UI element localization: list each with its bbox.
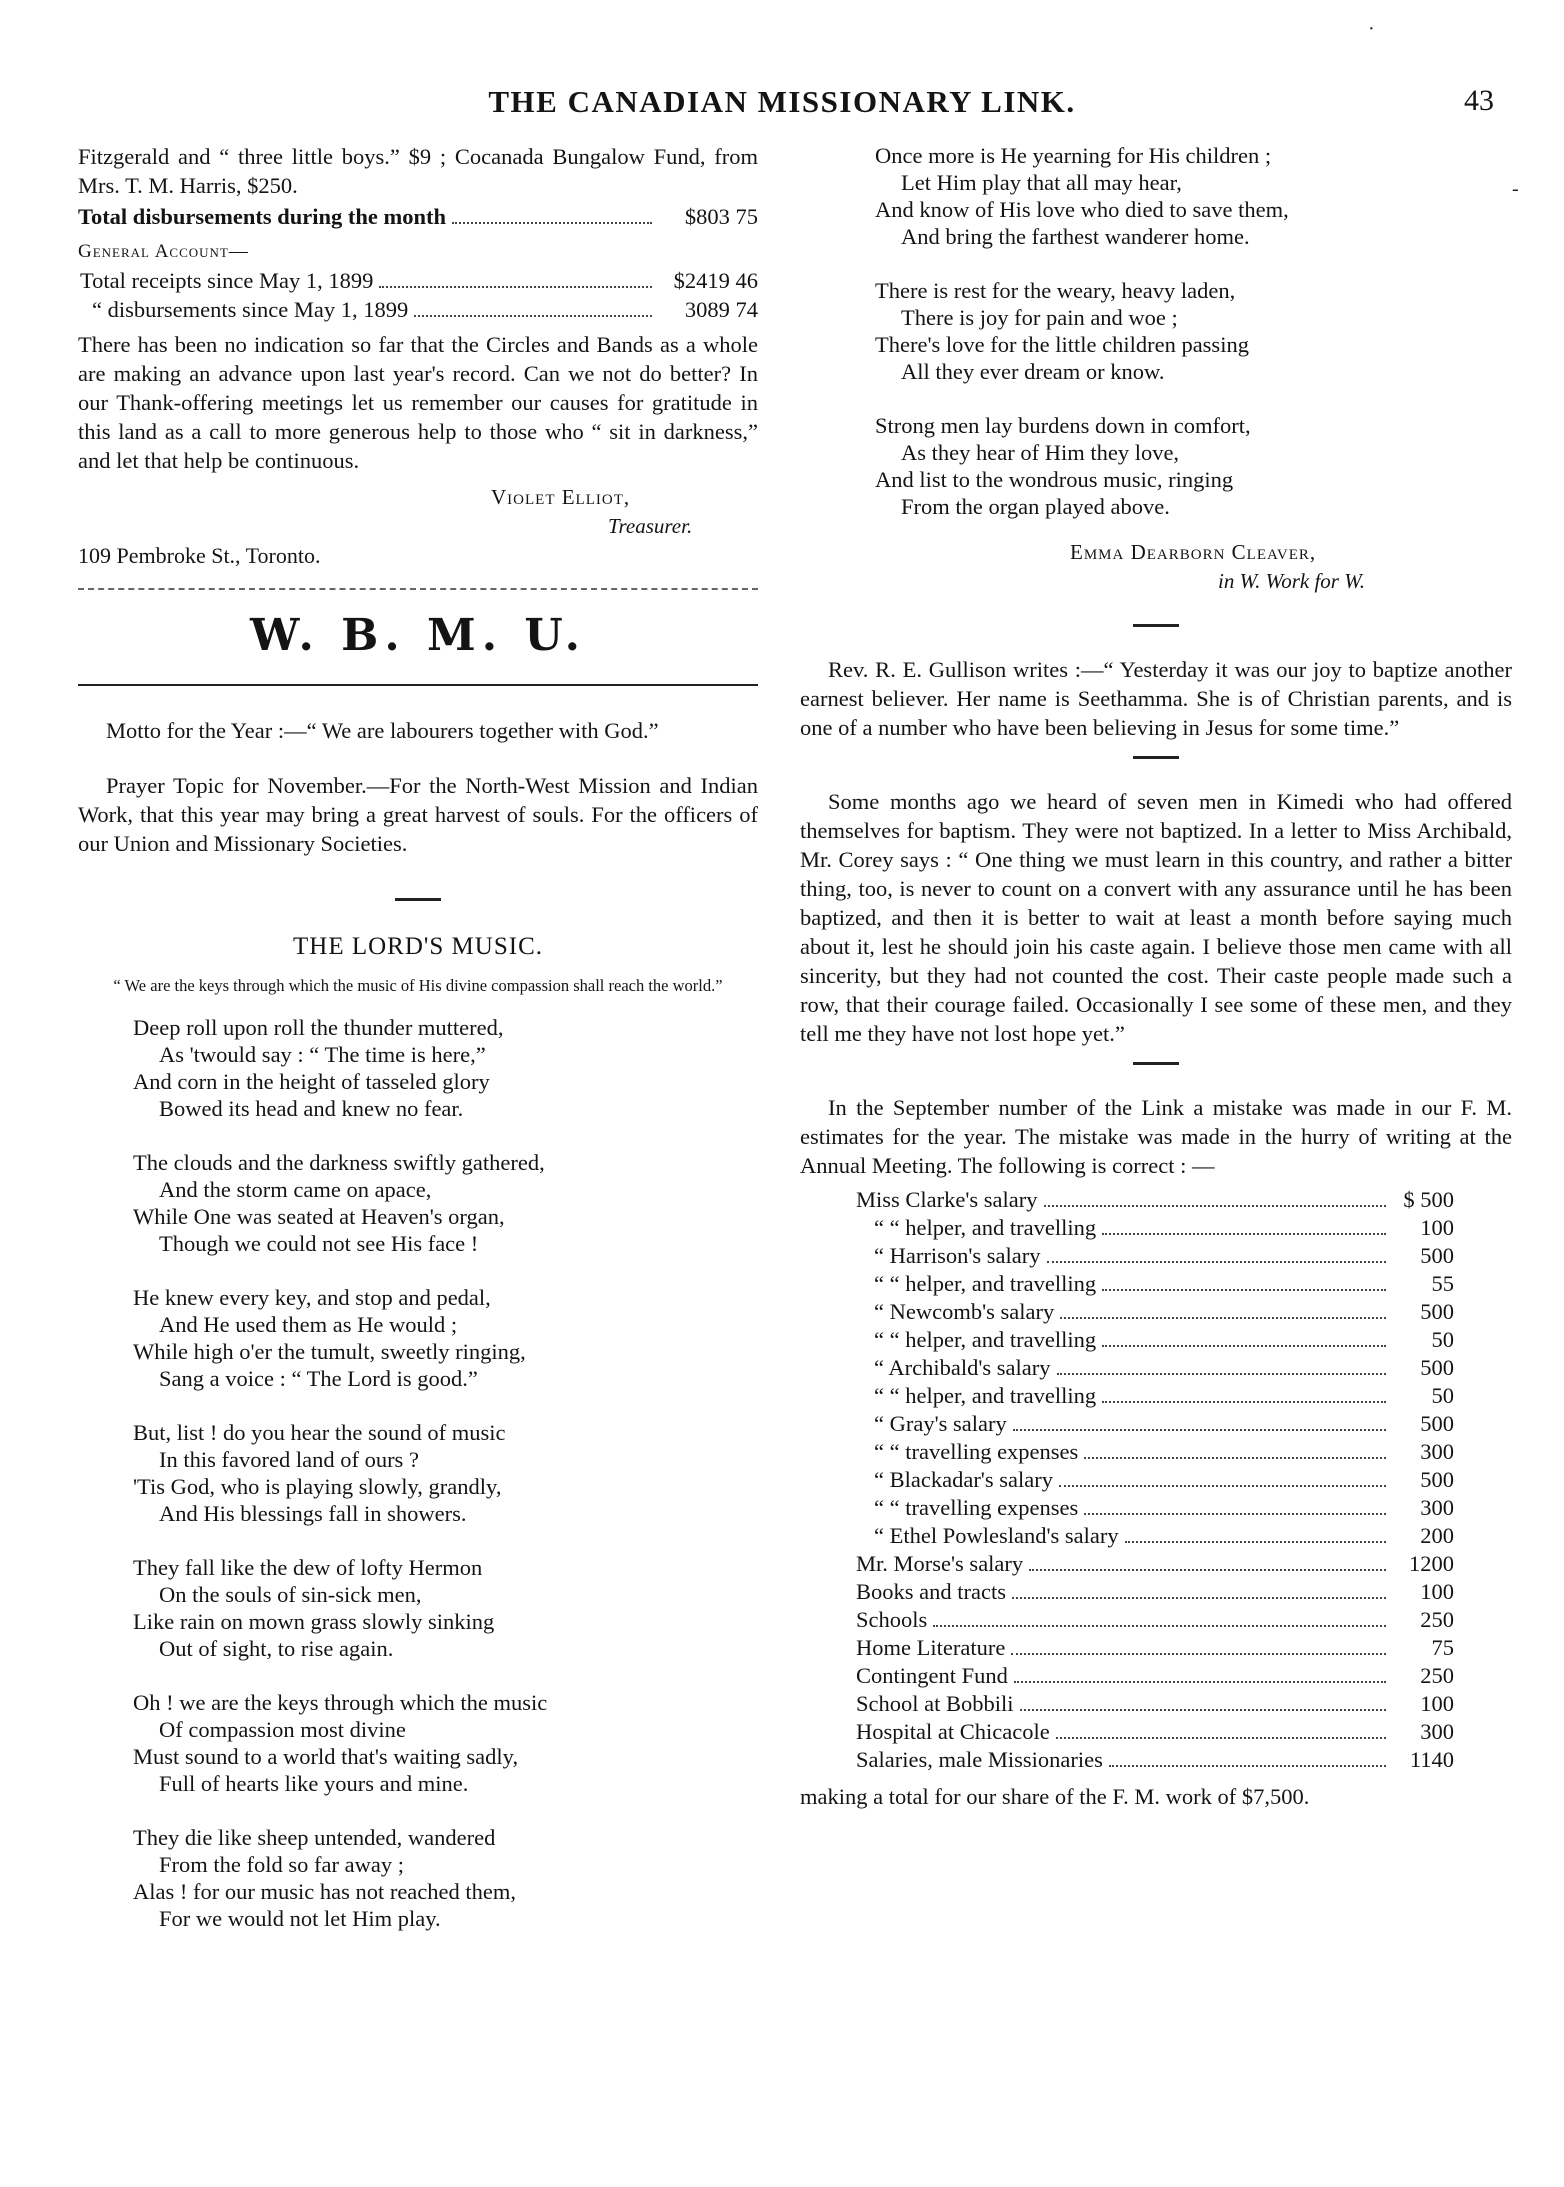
- leader-dots: [1057, 1373, 1387, 1375]
- estimate-label: “ Newcomb's salary: [874, 1299, 1055, 1324]
- page-number: 43: [1464, 84, 1494, 117]
- poem-stanza: [133, 1284, 758, 1392]
- general-account-label: General Account—: [78, 241, 249, 262]
- leader-dots: [1109, 1765, 1386, 1767]
- poem-stanza: [133, 1149, 758, 1257]
- poem-source: in W. Work for W.: [1218, 569, 1366, 593]
- estimate-row: [856, 1214, 1454, 1242]
- estimate-amount: 100: [1420, 1691, 1454, 1716]
- estimate-amount: 250: [1420, 1607, 1454, 1632]
- right-column: [800, 142, 1512, 1811]
- leader-dots: [1047, 1261, 1387, 1263]
- leader-dots: [1102, 1345, 1386, 1347]
- stray-mark: -: [1512, 178, 1519, 200]
- poem-line: Strong men lay burdens down in comfort,: [875, 413, 1251, 438]
- poem-line: There is rest for the weary, heavy laden,: [875, 278, 1236, 303]
- estimate-row: [856, 1494, 1454, 1522]
- estimate-row: [856, 1578, 1454, 1606]
- poem-stanza: [133, 1824, 758, 1932]
- left-column: [78, 142, 758, 1932]
- poem-stanzas: [78, 1014, 758, 1932]
- estimates-table: [856, 1186, 1454, 1774]
- estimate-amount: 75: [1431, 1635, 1454, 1660]
- poem-stanza: [875, 412, 1512, 520]
- estimate-label: “ “ helper, and travelling: [874, 1215, 1097, 1240]
- kimedi-note: Some months ago we heard of seven men in Kimedi who had offered themselves for baptism. They were not baptized. In a letter to Miss Archibald, Mr. Corey says : “ One thing we must learn in this country, and rather a bitter thing, too, is never to count on a convert with any assurance until he has been baptized, and then it is better to wait at least a month before saying much about it, lest he should join his caste again. I believe those men came with all sincerity, but they had not counted the cost. Their caste people made such a row, that their courage failed. Occasionally I see some of these men, and they tell me they have not lost hope yet.”: [800, 789, 1512, 1046]
- estimate-amount: 250: [1420, 1663, 1454, 1688]
- poem-line: Deep roll upon roll the thunder muttered,: [133, 1015, 504, 1040]
- estimate-amount: 100: [1420, 1215, 1454, 1240]
- estimate-label: Home Literature: [856, 1635, 1006, 1660]
- receipts-amount: $2419 46: [673, 268, 758, 293]
- poem-stanza: [875, 277, 1512, 385]
- leader-dots: [1084, 1513, 1386, 1515]
- poem-line: There is joy for pain and woe ;: [901, 305, 1178, 330]
- estimate-amount: 500: [1420, 1299, 1454, 1324]
- leader-dots: [1044, 1205, 1386, 1207]
- estimate-amount: 55: [1431, 1271, 1454, 1296]
- estimate-label: “ Gray's salary: [874, 1411, 1007, 1436]
- total-amount: $803 75: [684, 204, 758, 229]
- estimate-label: Schools: [856, 1607, 928, 1632]
- poem-author: Emma Dearborn Cleaver,: [1070, 540, 1317, 564]
- poem-line: And the storm came on apace,: [159, 1177, 432, 1202]
- gullison-note: Rev. R. E. Gullison writes :—“ Yesterday it was our joy to baptize another earnest believer. Her name is Seethamma. She is of Christian parents, and is one of a number who have been believing in Jesus for some time.”: [800, 657, 1512, 740]
- poem-stanza: [133, 1689, 758, 1797]
- poem-line: And He used them as He would ;: [159, 1312, 458, 1337]
- poem-stanza: [133, 1554, 758, 1662]
- leader-dots: [1125, 1541, 1386, 1543]
- signature-title: Treasurer.: [608, 514, 693, 538]
- poem-line: From the fold so far away ;: [159, 1852, 404, 1877]
- poem-line: Of compassion most divine: [159, 1717, 406, 1742]
- estimate-row: [856, 1438, 1454, 1466]
- estimate-label: Miss Clarke's salary: [856, 1187, 1038, 1212]
- poem-line: In this favored land of ours ?: [159, 1447, 419, 1472]
- estimate-label: School at Bobbili: [856, 1691, 1014, 1716]
- closing-total: making a total for our share of the F. M. work of $7,500.: [800, 1784, 1310, 1809]
- estimate-amount: 500: [1420, 1411, 1454, 1436]
- leader-dots: [1056, 1737, 1386, 1739]
- poem-line: They fall like the dew of lofty Hermon: [133, 1555, 483, 1580]
- estimate-amount: 50: [1431, 1327, 1454, 1352]
- leader-dots: [933, 1625, 1386, 1627]
- leader-dots: [1012, 1597, 1386, 1599]
- poem-epigraph: “ We are the keys through which the music of His divine compassion shall reach the world.”: [113, 976, 723, 995]
- leader-dots: [1020, 1709, 1387, 1711]
- signature-name: Violet Elliot,: [491, 485, 631, 509]
- leader-dots: [452, 222, 652, 224]
- estimate-label: “ “ helper, and travelling: [874, 1271, 1097, 1296]
- poem-line: They die like sheep untended, wandered: [133, 1825, 496, 1850]
- estimate-row: [856, 1718, 1454, 1746]
- short-rule: [1133, 624, 1179, 627]
- leader-dots: [414, 315, 652, 317]
- estimate-label: Mr. Morse's salary: [856, 1551, 1024, 1576]
- leader-dots: [1084, 1457, 1386, 1459]
- estimate-amount: 300: [1420, 1719, 1454, 1744]
- estimate-label: “ “ travelling expenses: [874, 1495, 1079, 1520]
- section-divider: [78, 684, 758, 686]
- estimate-row: [856, 1690, 1454, 1718]
- section-divider: [78, 588, 758, 590]
- estimate-row: [856, 1326, 1454, 1354]
- estimate-amount: $ 500: [1403, 1187, 1454, 1212]
- stray-mark: ·: [1368, 18, 1375, 40]
- leader-dots: [1102, 1233, 1386, 1235]
- estimate-amount: 200: [1420, 1523, 1454, 1548]
- poem-line: On the souls of sin-sick men,: [159, 1582, 422, 1607]
- estimate-row: [856, 1606, 1454, 1634]
- total-label: Total disbursements during the month: [78, 204, 446, 229]
- poem-line: He knew every key, and stop and pedal,: [133, 1285, 491, 1310]
- estimate-row: [856, 1410, 1454, 1438]
- running-header: [0, 84, 1564, 124]
- estimate-label: Salaries, male Missionaries: [856, 1747, 1103, 1772]
- poem-line: From the organ played above.: [901, 494, 1170, 519]
- poem-line: And corn in the height of tasseled glory: [133, 1069, 490, 1094]
- poem-line: Though we could not see His face !: [159, 1231, 479, 1256]
- estimate-amount: 100: [1420, 1579, 1454, 1604]
- estimate-row: [856, 1746, 1454, 1774]
- disbursements-amount: 3089 74: [684, 297, 758, 322]
- appeal-paragraph: There has been no indication so far that the Circles and Bands as a whole are making an advance upon last year's record. Can we not do better? In our Thank-offering meetings let us remember our causes for gratitude in this land as a call to more generous help to those who “ sit in darkness,” and let that help be continuous.: [78, 332, 758, 473]
- short-rule: [1133, 1062, 1179, 1065]
- leader-dots: [1014, 1681, 1386, 1683]
- poem-line: Out of sight, to rise again.: [159, 1636, 394, 1661]
- poem-stanza: [133, 1419, 758, 1527]
- leader-dots: [379, 286, 652, 288]
- estimate-row: [856, 1186, 1454, 1214]
- september-note: In the September number of the Link a mistake was made in our F. M. estimates for the year. The mistake was made in the hurry of writing at the Annual Meeting. The following is correct : —: [800, 1095, 1512, 1178]
- address: 109 Pembroke St., Toronto.: [78, 543, 321, 568]
- poem-stanza: [875, 142, 1512, 250]
- poem-line: Once more is He yearning for His children ;: [875, 143, 1272, 168]
- poem-line: And His blessings fall in showers.: [159, 1501, 467, 1526]
- poem-line: For we would not let Him play.: [159, 1906, 441, 1931]
- poem-title: THE LORD'S MUSIC.: [293, 933, 543, 960]
- estimate-label: “ Harrison's salary: [874, 1243, 1041, 1268]
- poem-stanza: [133, 1014, 758, 1122]
- estimate-row: [856, 1662, 1454, 1690]
- estimate-row: [856, 1354, 1454, 1382]
- poem-line: Let Him play that all may hear,: [901, 170, 1182, 195]
- short-rule: [1133, 756, 1179, 759]
- poem-line: And bring the farthest wanderer home.: [901, 224, 1250, 249]
- poem-line: Alas ! for our music has not reached them,: [133, 1879, 517, 1904]
- leader-dots: [1060, 1317, 1386, 1319]
- estimate-amount: 500: [1420, 1243, 1454, 1268]
- estimate-amount: 1140: [1409, 1747, 1454, 1772]
- total-month-row: [78, 202, 758, 231]
- poem-line: As they hear of Him they love,: [901, 440, 1180, 465]
- estimate-amount: 300: [1420, 1439, 1454, 1464]
- estimate-row: [856, 1242, 1454, 1270]
- poem-line: And know of His love who died to save them,: [875, 197, 1289, 222]
- poem-line: But, list ! do you hear the sound of music: [133, 1420, 506, 1445]
- leader-dots: [1059, 1485, 1386, 1487]
- estimate-label: “ “ travelling expenses: [874, 1439, 1079, 1464]
- receipts-label: Total receipts since May 1, 1899: [80, 268, 374, 293]
- general-account: [80, 266, 758, 324]
- estimate-label: Hospital at Chicacole: [856, 1719, 1050, 1744]
- estimate-label: Books and tracts: [856, 1579, 1006, 1604]
- poem-line: 'Tis God, who is playing slowly, grandly,: [133, 1474, 502, 1499]
- estimate-label: “ Blackadar's salary: [874, 1467, 1053, 1492]
- poem-line: Full of hearts like yours and mine.: [159, 1771, 469, 1796]
- prayer-topic: Prayer Topic for November.—For the North-West Mission and Indian Work, that this year may bring a great harvest of souls. For the officers of our Union and Missionary Societies.: [78, 773, 758, 856]
- poem-line: Must sound to a world that's waiting sadly,: [133, 1744, 519, 1769]
- leader-dots: [1102, 1401, 1386, 1403]
- leader-dots: [1011, 1653, 1386, 1655]
- poem-line: There's love for the little children passing: [875, 332, 1249, 357]
- estimate-amount: 500: [1420, 1355, 1454, 1380]
- poem-line: Bowed its head and knew no fear.: [159, 1096, 464, 1121]
- poem-line: The clouds and the darkness swiftly gathered,: [133, 1150, 545, 1175]
- estimate-row: [856, 1270, 1454, 1298]
- estimate-row: [856, 1382, 1454, 1410]
- journal-title: THE CANADIAN MISSIONARY LINK.: [488, 84, 1076, 119]
- poem-line: Oh ! we are the keys through which the music: [133, 1690, 548, 1715]
- estimate-label: “ Ethel Powlesland's salary: [874, 1523, 1119, 1548]
- estimate-row: [856, 1550, 1454, 1578]
- estimate-label: “ Archibald's salary: [874, 1355, 1051, 1380]
- leader-dots: [1102, 1289, 1386, 1291]
- disbursements-label: “ disbursements since May 1, 1899: [92, 297, 409, 322]
- poem-stanzas-continued: [800, 142, 1512, 520]
- poem-line: Like rain on mown grass slowly sinking: [133, 1609, 495, 1634]
- leader-dots: [1013, 1429, 1386, 1431]
- estimate-label: “ “ helper, and travelling: [874, 1383, 1097, 1408]
- estimate-row: [856, 1634, 1454, 1662]
- short-rule: [395, 898, 441, 901]
- poem-line: And list to the wondrous music, ringing: [875, 467, 1234, 492]
- estimate-label: Contingent Fund: [856, 1663, 1008, 1688]
- wbmu-heading: W. B. M. U.: [249, 610, 586, 661]
- poem-line: All they ever dream or know.: [901, 359, 1165, 384]
- estimate-amount: 50: [1431, 1383, 1454, 1408]
- poem-line: As 'twould say : “ The time is here,”: [159, 1042, 486, 1067]
- poem-line: While One was seated at Heaven's organ,: [133, 1204, 505, 1229]
- estimate-amount: 1200: [1409, 1551, 1454, 1576]
- estimate-label: “ “ helper, and travelling: [874, 1327, 1097, 1352]
- estimate-row: [856, 1522, 1454, 1550]
- leader-dots: [1029, 1569, 1386, 1571]
- estimate-row: [856, 1298, 1454, 1326]
- estimate-amount: 300: [1420, 1495, 1454, 1520]
- estimate-row: [856, 1466, 1454, 1494]
- poem-line: Sang a voice : “ The Lord is good.”: [159, 1366, 478, 1391]
- poem-line: While high o'er the tumult, sweetly ringing,: [133, 1339, 526, 1364]
- opening-text: Fitzgerald and “ three little boys.” $9 ; Cocanada Bungalow Fund, from Mrs. T. M. Harris, $250.: [78, 144, 758, 198]
- estimate-amount: 500: [1420, 1467, 1454, 1492]
- motto: Motto for the Year :—“ We are labourers together with God.”: [106, 718, 659, 743]
